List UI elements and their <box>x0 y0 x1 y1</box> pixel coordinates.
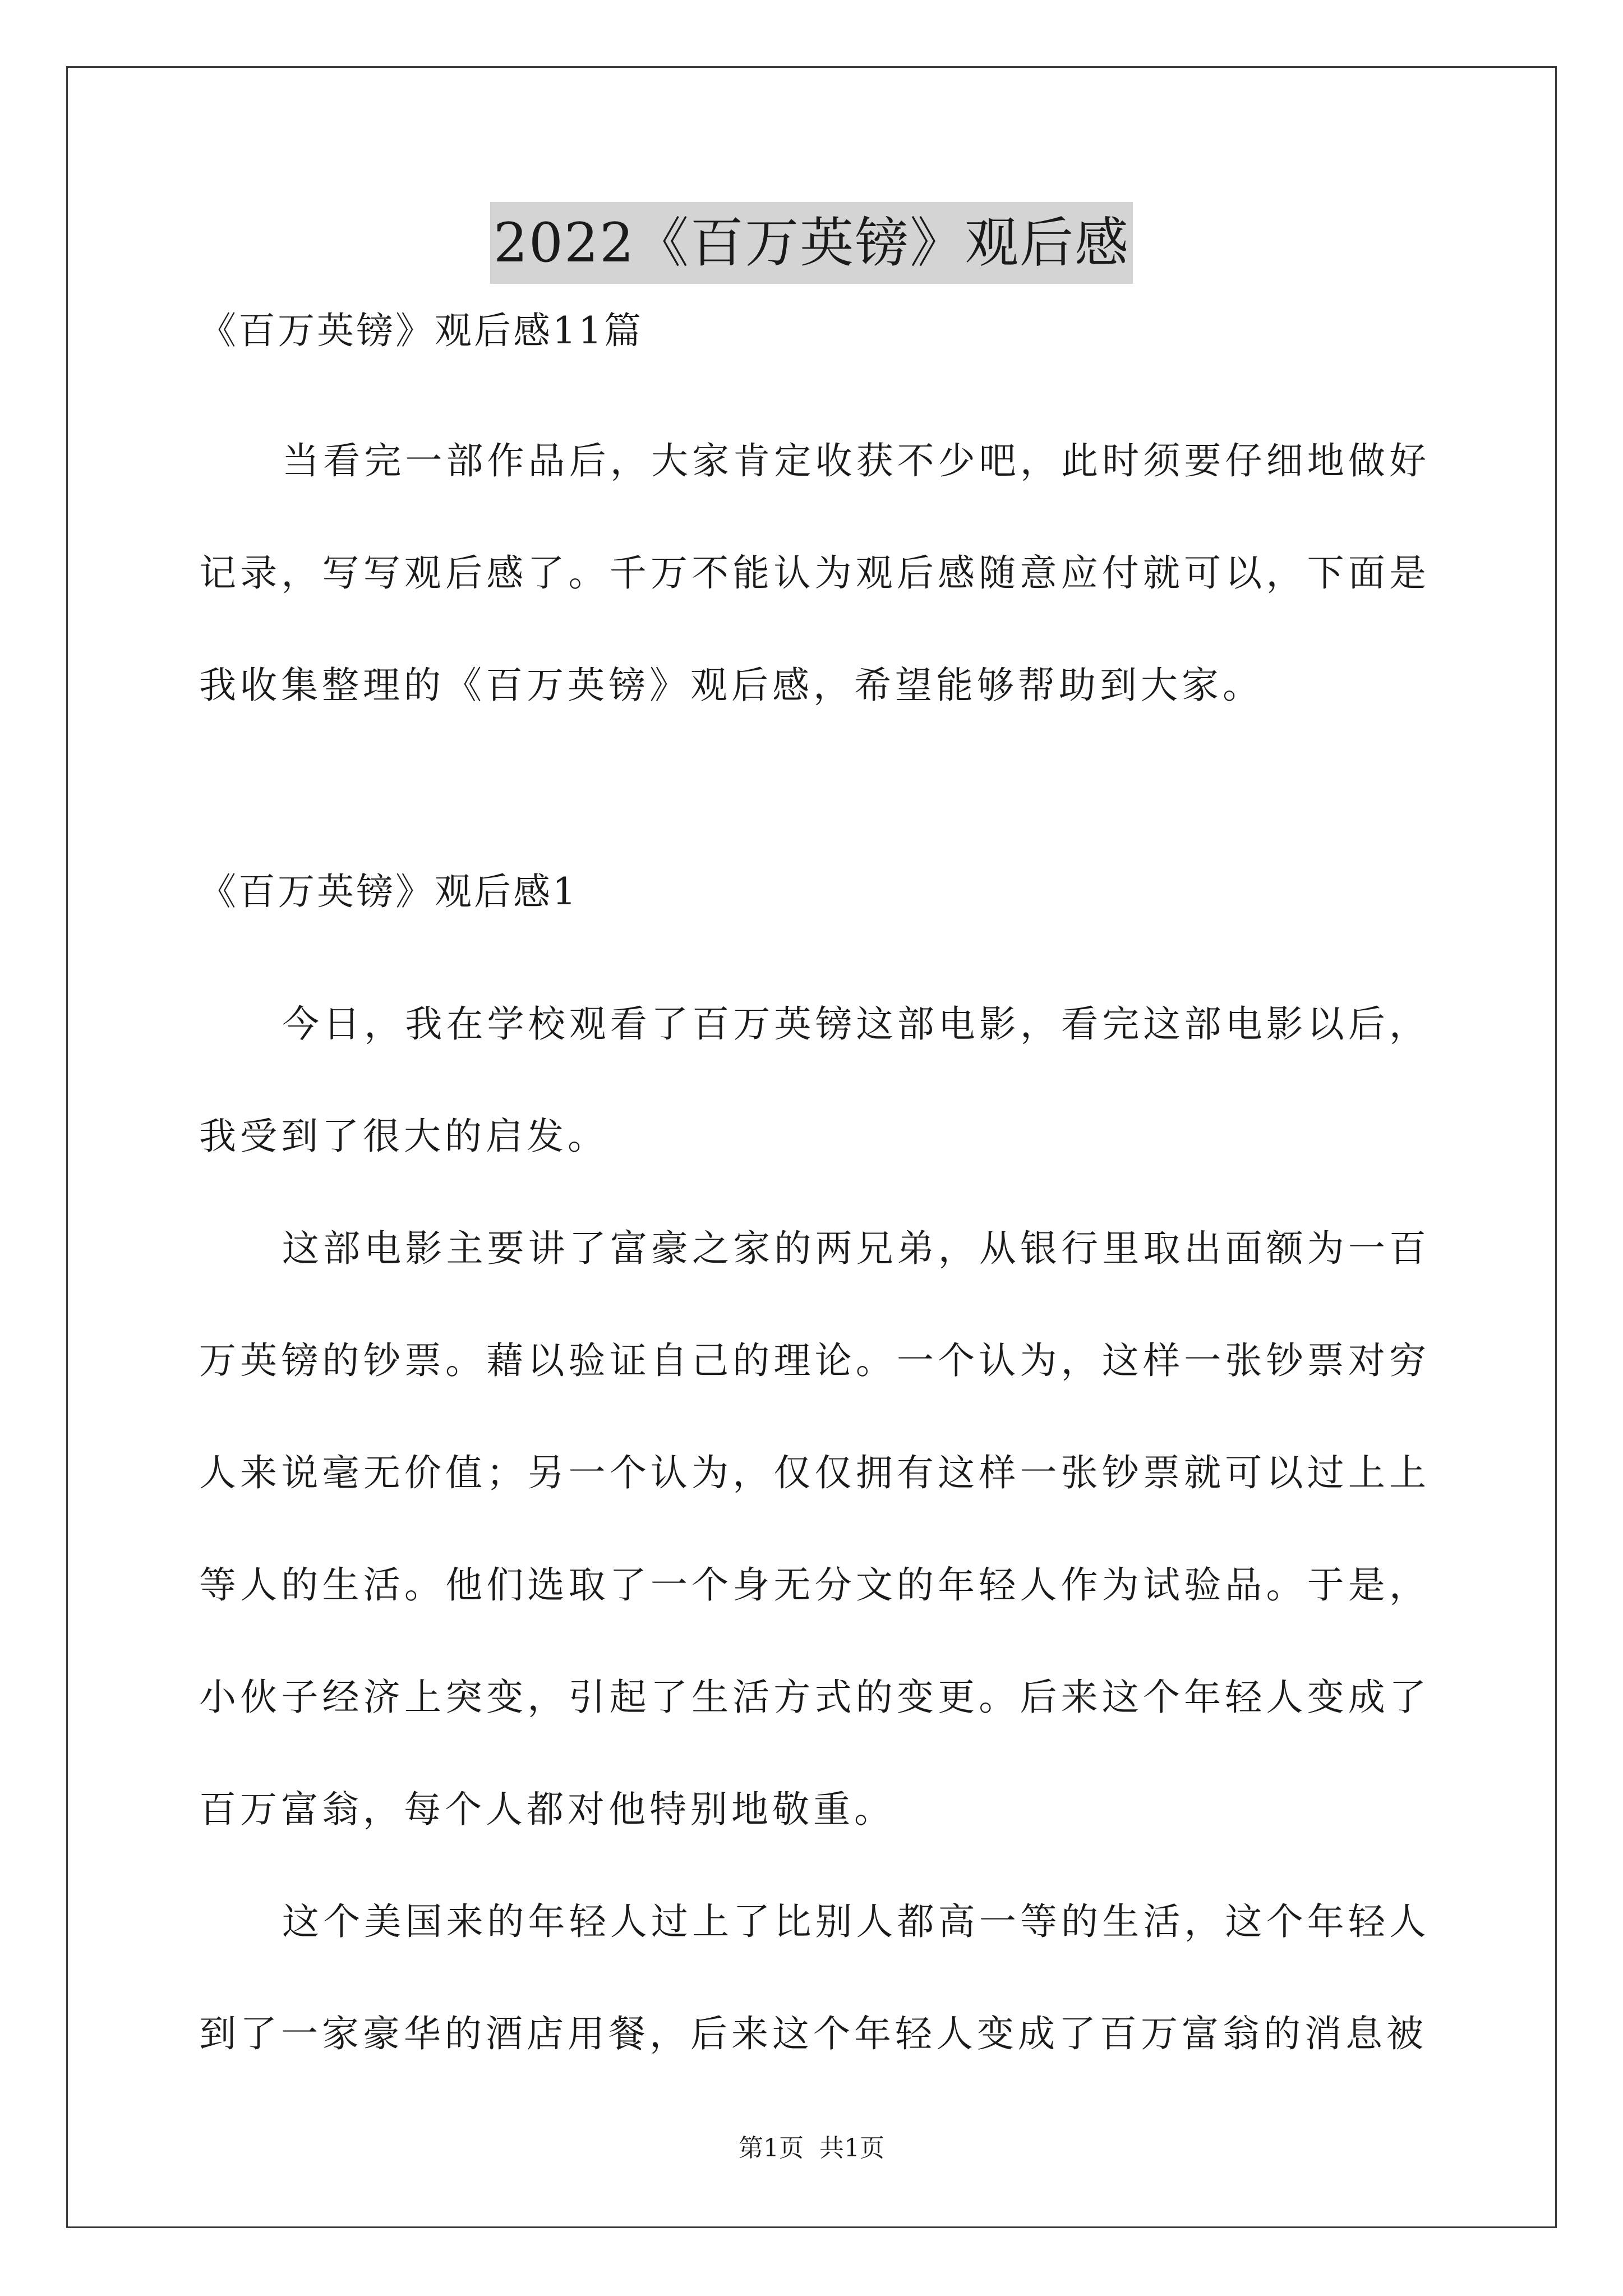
spacer <box>199 359 1430 405</box>
spacer <box>199 920 1430 968</box>
page-total: 共1页 <box>819 2134 884 2162</box>
section-heading: 《百万英镑》观后感1 <box>199 870 578 913</box>
page-footer <box>0 2132 1623 2165</box>
document-subtitle: 《百万英镑》观后感11篇 <box>199 309 643 352</box>
body-paragraph: 这个美国来的年轻人过上了比别人都高一等的生活，这个年轻人到了一家豪华的酒店用餐，后来这个年轻人变成了百万富翁的消息被 <box>199 1900 1430 2055</box>
title-container <box>0 202 1623 284</box>
document-body <box>199 303 1430 2090</box>
spacer <box>199 742 1430 864</box>
document-title: 2022《百万英镑》观后感 <box>490 202 1133 284</box>
body-paragraph: 今日，我在学校观看了百万英镑这部电影，看完这部电影以后，我受到了很大的启发。 <box>199 1002 1430 1158</box>
body-paragraph: 这部电影主要讲了富豪之家的两兄弟，从银行里取出面额为一百万英镑的钞票。藉以验证自己的理论。一个认为，这样一张钞票对穷人来说毫无价值；另一个认为，仅仅拥有这样一张钞票就可以过上上等人的生活。他们选取了一个身无分文的年轻人作为试验品。于是，小伙子经济上突变，引起了生活方式的变更。后来这个年轻人变成了百万富翁，每个人都对他特别地敬重。 <box>199 1227 1430 1831</box>
page-number: 第1页 <box>739 2134 804 2162</box>
intro-paragraph: 当看完一部作品后，大家肯定收获不少吧，此时须要仔细地做好记录，写写观后感了。千万不能认为观后感随意应付就可以，下面是我收集整理的《百万英镑》观后感，希望能够帮助到大家。 <box>199 439 1430 707</box>
